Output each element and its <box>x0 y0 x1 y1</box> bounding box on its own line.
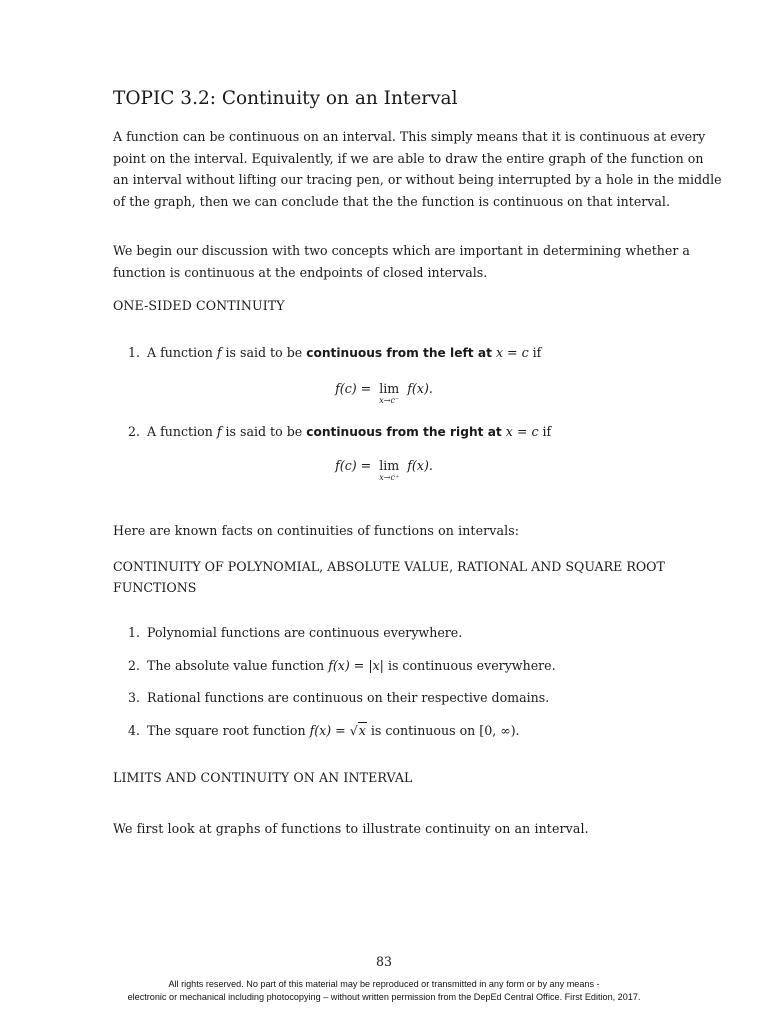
item-number: 2. <box>128 658 141 673</box>
graphs-intro: We first look at graphs of functions to illustrate continuity on an interval. <box>113 821 589 836</box>
eq-rhs: f(x). <box>407 381 433 396</box>
interval: [0, ∞). <box>479 723 520 738</box>
item-text: if <box>538 424 552 439</box>
section-heading-limits: LIMITS AND CONTINUITY ON AN INTERVAL <box>113 770 413 785</box>
limit-subscript: x→c⁺ <box>379 473 400 482</box>
eq-lhs: f(c) = <box>335 458 372 473</box>
intro-line: of the graph, then we can conclude that the the function is continuous on that interval. <box>113 193 670 209</box>
limit-subscript: x→c⁻ <box>379 396 400 405</box>
eq-rhs: f(x). <box>407 458 433 473</box>
math-condition: x = c <box>495 345 529 360</box>
one-sided-item <box>128 424 551 439</box>
section-heading-facts: CONTINUITY OF POLYNOMIAL, ABSOLUTE VALUE, RATIONAL AND SQUARE ROOT FUNCTIONS <box>113 559 665 595</box>
item-text: is continuous on <box>366 723 480 738</box>
begin-line: function is continuous at the endpoints of closed intervals. <box>113 264 488 280</box>
fact-item <box>128 625 462 640</box>
item-text: A function <box>147 424 217 439</box>
lim-word: lim <box>379 381 400 396</box>
math-var: f <box>216 424 222 439</box>
bold-term: continuous from the left at <box>306 346 492 360</box>
facts-intro: Here are known facts on continuities of functions on intervals: <box>113 523 520 538</box>
fact-item <box>128 690 549 705</box>
radicand: x <box>358 723 366 738</box>
copyright-footer <box>0 978 768 1004</box>
eq-lhs: f(c) = <box>335 381 372 396</box>
equation-right-limit <box>0 458 768 482</box>
section-heading-one-sided: ONE-SIDED CONTINUITY <box>113 298 285 313</box>
item-text: Polynomial functions are continuous everywhere. <box>147 625 463 640</box>
item-text: if <box>528 345 542 360</box>
radical-sign: √ <box>349 723 358 738</box>
math-expression: f(x) = |x| <box>328 658 384 673</box>
item-text: is said to be <box>221 345 307 360</box>
limit-operator <box>379 458 400 482</box>
item-text: The absolute value function <box>147 658 329 673</box>
item-number: 3. <box>128 690 141 705</box>
item-text: The square root function <box>147 723 310 738</box>
item-text: A function <box>147 345 217 360</box>
item-number: 1. <box>128 625 141 640</box>
page-title: TOPIC 3.2: Continuity on an Interval <box>113 88 458 109</box>
item-number: 4. <box>128 723 141 738</box>
math-expression: f(x) = <box>309 723 350 738</box>
item-number: 2. <box>128 424 141 439</box>
item-text: Rational functions are continuous on their respective domains. <box>147 690 550 705</box>
bold-term: continuous from the right at <box>306 425 502 439</box>
begin-paragraph <box>113 240 690 283</box>
equation-left-limit <box>0 381 768 405</box>
intro-line: A function can be continuous on an interval. This simply means that it is continuous at every <box>113 129 706 144</box>
one-sided-item <box>128 345 541 360</box>
page-number: 83 <box>375 954 393 969</box>
intro-paragraph <box>113 126 722 212</box>
fact-item <box>128 723 520 738</box>
lim-word: lim <box>379 458 400 473</box>
footer-line: electronic or mechanical including photocopying – without written permission from the DepEd Central Office. First Edition, 2017. <box>127 992 641 1002</box>
math-var: f <box>216 345 222 360</box>
math-condition: x = c <box>505 424 539 439</box>
begin-line: We begin our discussion with two concepts which are important in determining whether a <box>113 243 690 258</box>
footer-line: All rights reserved. No part of this material may be reproduced or transmitted in any form or by any means - <box>168 979 600 989</box>
square-root <box>350 723 367 738</box>
fact-item <box>128 658 556 673</box>
intro-line: point on the interval. Equivalently, if we are able to draw the entire graph of the function on <box>113 150 704 166</box>
intro-line: an interval without lifting our tracing pen, or without being interrupted by a hole in the middle <box>113 172 722 187</box>
limit-operator <box>379 381 400 405</box>
item-number: 1. <box>128 345 141 360</box>
item-text: is continuous everywhere. <box>383 658 556 673</box>
item-text: is said to be <box>221 424 307 439</box>
